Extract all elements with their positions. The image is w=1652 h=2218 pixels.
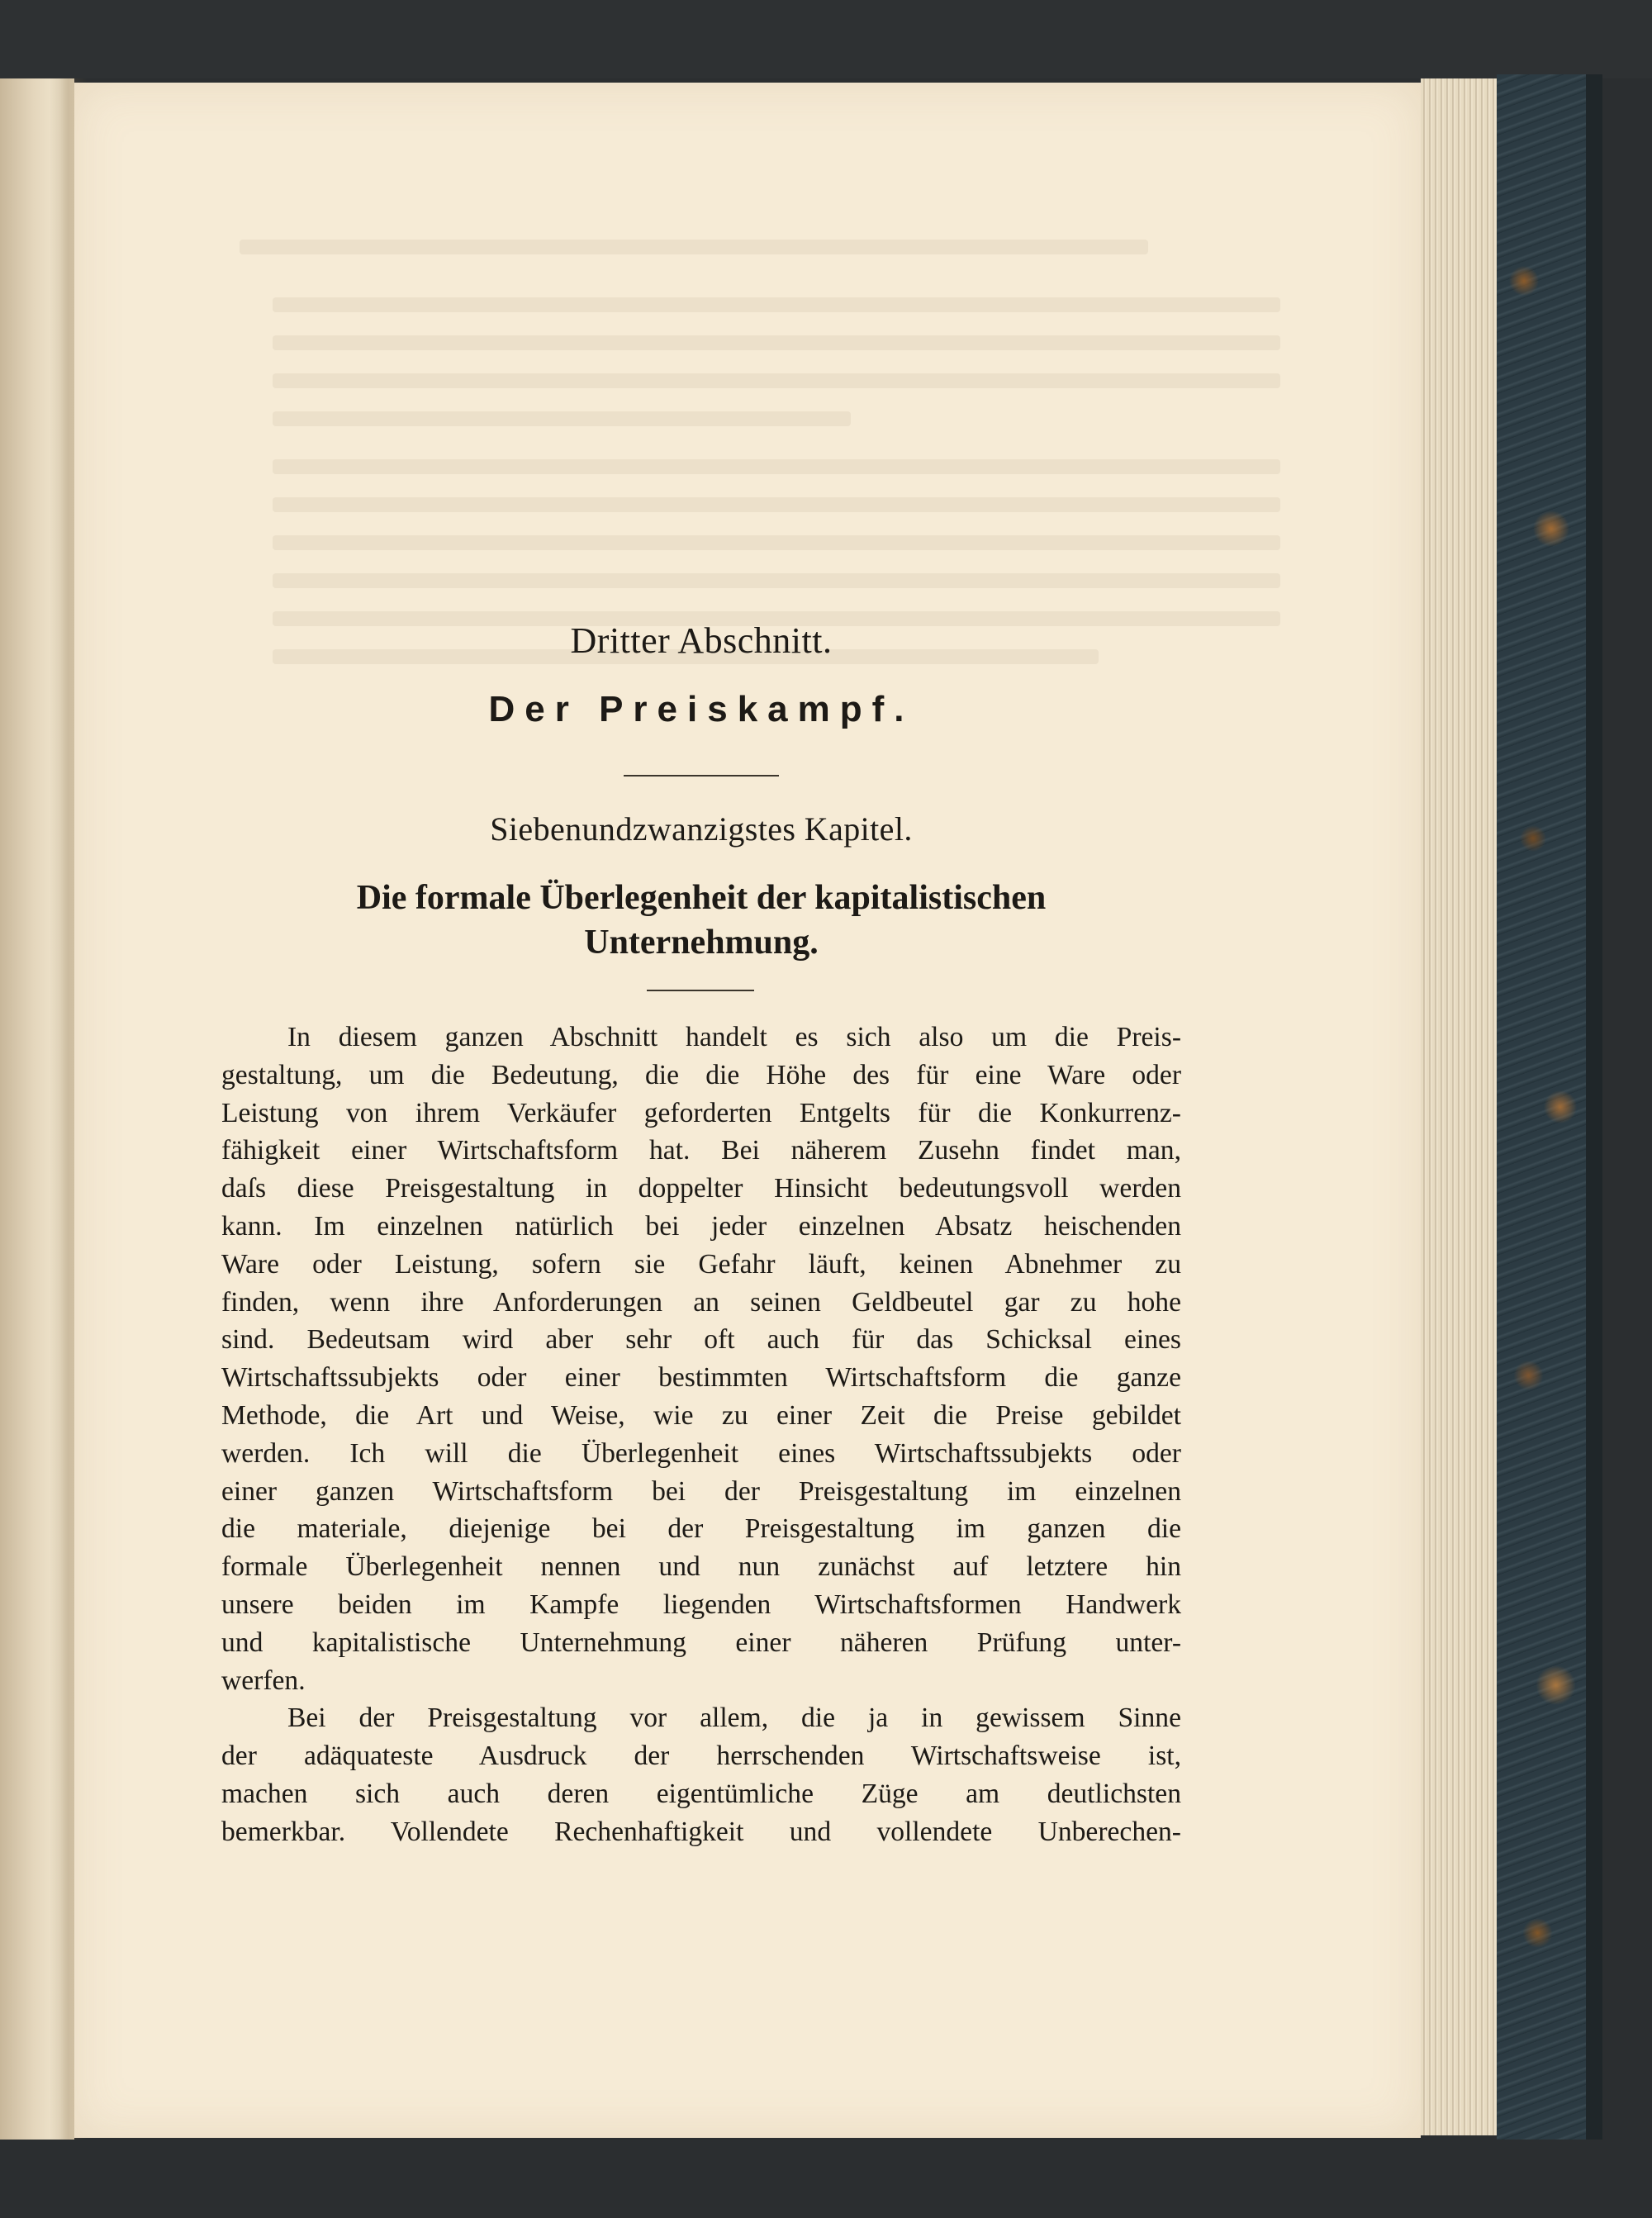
text-line: formale Überlegenheit nennen und nun zunächst auf letztere hin: [221, 1551, 1181, 1583]
scanner-background-bottom: [0, 2140, 1652, 2218]
text-line: und kapitalistische Unternehmung einer näheren Prüfung unter-: [221, 1627, 1181, 1658]
chapter-title-line: Unternehmung.: [584, 924, 819, 962]
text-line: Wirtschaftssubjekts oder einer bestimmten Wirtschaftsform die ganze: [221, 1362, 1181, 1394]
text-line: gestaltung, um die Bedeutung, die die Höhe des für eine Ware oder: [221, 1059, 1181, 1090]
text-line: Bei der Preisgestaltung vor allem, die ja in gewissem Sinne: [287, 1703, 1181, 1734]
text-block-edges: [1421, 78, 1497, 2135]
text-line: finden, wenn ihre Anforderungen an seinen Geldbeutel gar zu hohe: [221, 1286, 1181, 1318]
show-through-text: [273, 373, 1280, 388]
text-line: sind. Bedeutsam wird aber sehr oft auch für das Schicksal eines: [221, 1324, 1181, 1356]
section-label: Dritter Abschnitt.: [570, 620, 833, 661]
divider-rule: [624, 775, 779, 777]
text-line: bemerkbar. Vollendete Rechenhaftigkeit und vollendete Unberechen-: [221, 1816, 1181, 1847]
show-through-text: [273, 573, 1280, 588]
cover-edge: [1586, 74, 1602, 2140]
text-line: werden. Ich will die Überlegenheit eines Wirtschaftssubjekts oder: [221, 1437, 1181, 1469]
show-through-text: [240, 240, 1148, 254]
body-text: [221, 1019, 1181, 1851]
text-line: fähigkeit einer Wirtschaftsform hat. Bei näherem Zusehn findet man,: [221, 1135, 1181, 1166]
chapter-title: [221, 876, 1181, 965]
scanner-background-top: [0, 0, 1652, 78]
show-through-text: [273, 335, 1280, 350]
show-through-text: [273, 535, 1280, 550]
text-line: werfen.: [221, 1665, 306, 1696]
show-through-text: [273, 297, 1280, 312]
chapter-title-line: Die formale Überlegenheit der kapitalistischen: [356, 879, 1047, 917]
text-line: die materiale, diejenige bei der Preisgestaltung im ganzen die: [221, 1513, 1181, 1545]
text-line: Methode, die Art und Weise, wie zu einer Zeit die Preise gebildet: [221, 1399, 1181, 1431]
divider-rule: [647, 990, 754, 991]
show-through-text: [273, 497, 1280, 512]
chapter-label: Siebenundzwanzigstes Kapitel.: [490, 810, 913, 848]
marbled-cover-board: [1497, 74, 1588, 2140]
text-line: Ware oder Leistung, sofern sie Gefahr läuft, keinen Abnehmer zu: [221, 1248, 1181, 1280]
text-line: daſs diese Preisgestaltung in doppelter Hinsicht bedeutungsvoll werden: [221, 1173, 1181, 1204]
text-line: Leistung von ihrem Verkäufer geforderten Entgelts für die Konkurrenz-: [221, 1097, 1181, 1128]
text-line: der adäquateste Ausdruck der herrschenden Wirtschaftsweise ist,: [221, 1741, 1181, 1772]
show-through-text: [273, 411, 851, 426]
section-title: Der Preiskampf.: [488, 689, 914, 729]
show-through-text: [273, 459, 1280, 474]
text-line: In diesem ganzen Abschnitt handelt es sich also um die Preis-: [287, 1022, 1181, 1052]
text-line: unsere beiden im Kampfe liegenden Wirtschaftsformen Handwerk: [221, 1589, 1181, 1620]
text-line: kann. Im einzelnen natürlich bei jeder einzelnen Absatz heischenden: [221, 1210, 1181, 1242]
text-line: einer ganzen Wirtschaftsform bei der Preisgestaltung im einzelnen: [221, 1475, 1181, 1507]
text-line: machen sich auch deren eigentümliche Züge am deutlichsten: [221, 1778, 1181, 1809]
